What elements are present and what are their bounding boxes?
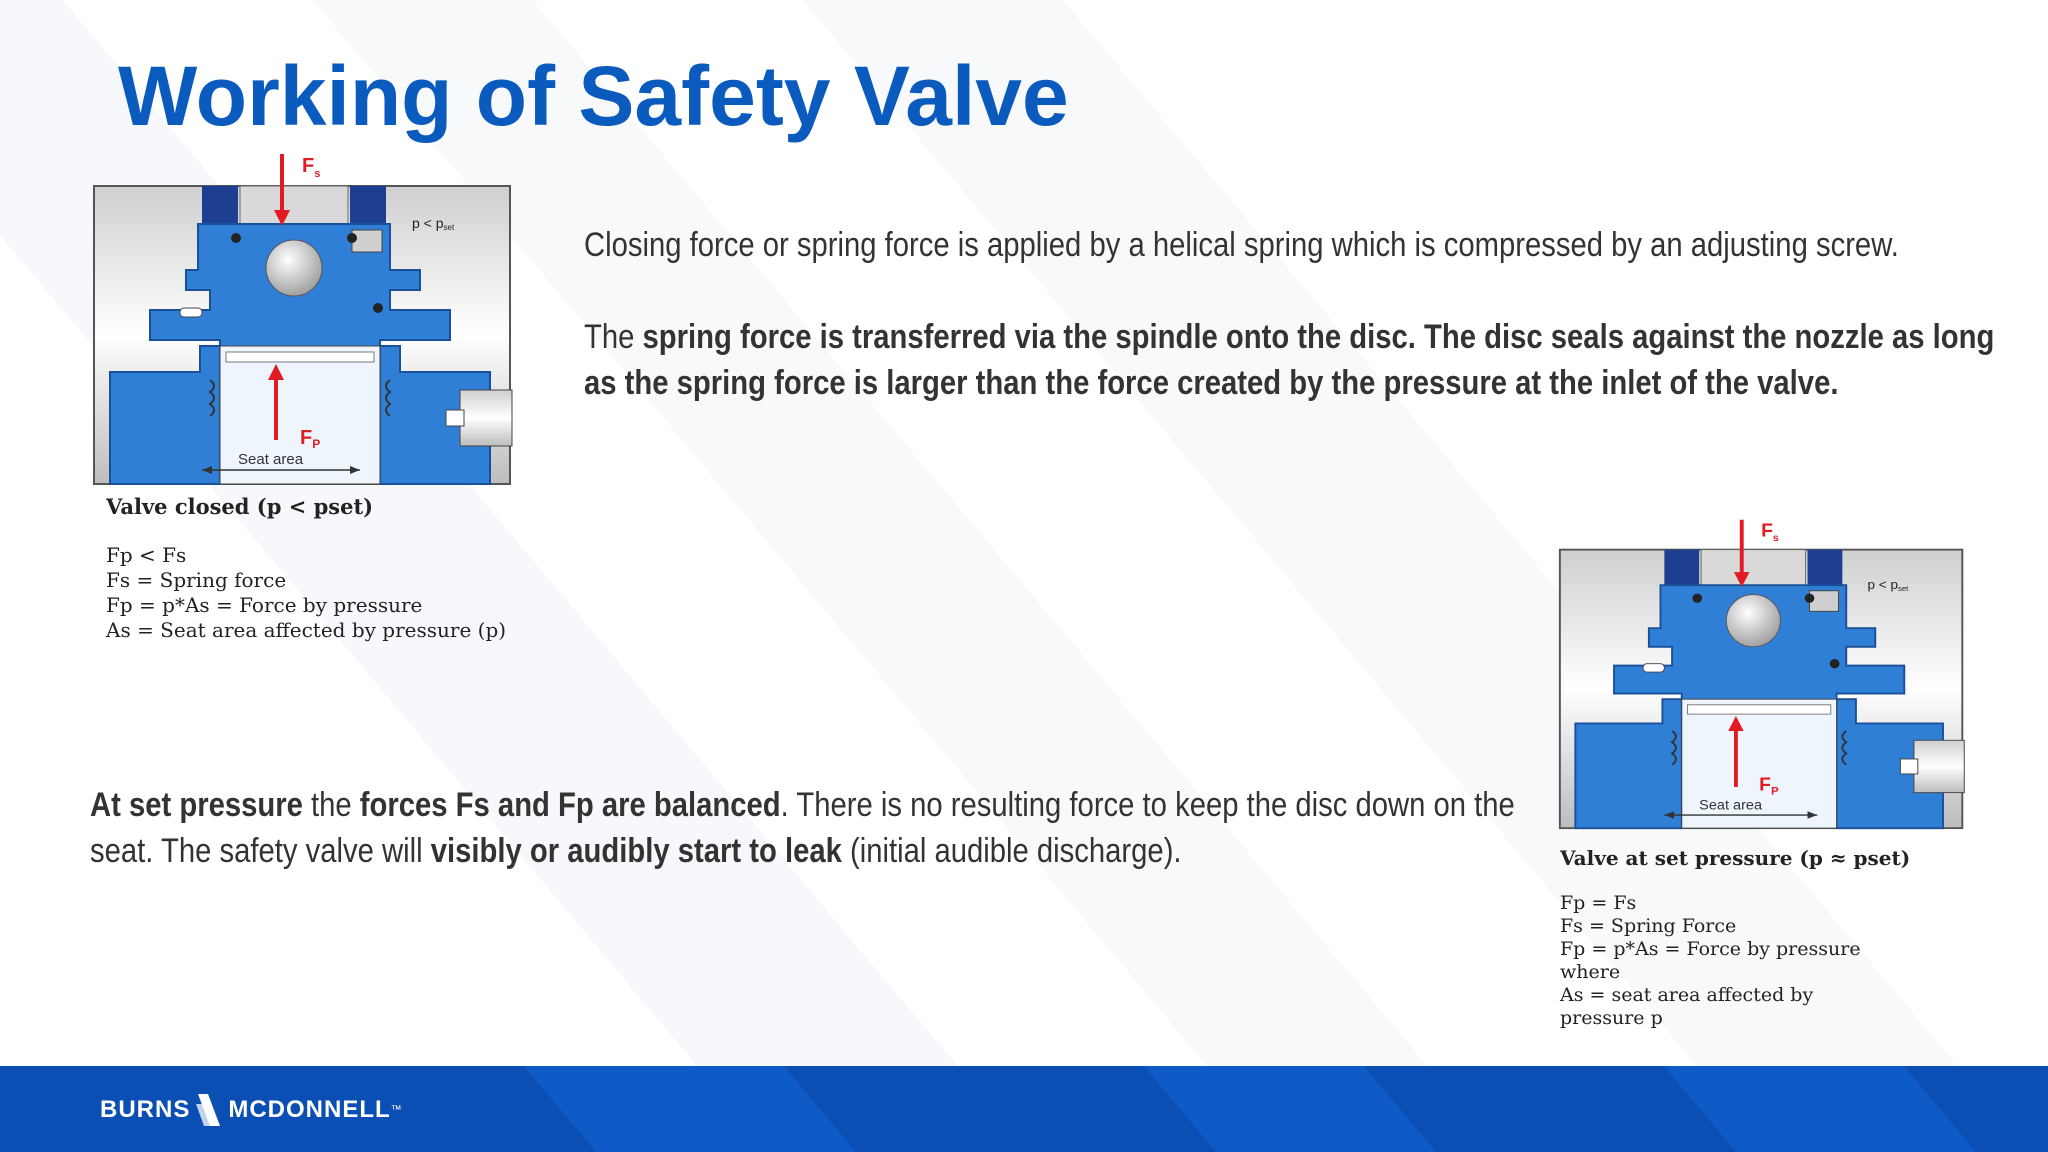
fp-label: $F_P$ <box>300 427 321 451</box>
company-logo <box>100 1092 403 1128</box>
caption-line: Fp = p*As = Force by pressure <box>1560 938 1861 960</box>
seat-area-label: Seat area <box>238 451 304 468</box>
caption-line: Fp < Fs <box>106 543 187 567</box>
paragraph-text: the <box>302 786 360 824</box>
caption-line: As = seat area affected by <box>1560 984 1814 1006</box>
paragraph-bold-text: visibly or audibly start to leak <box>430 832 842 870</box>
paragraph-bold-text: spring force is transferred via the spindle onto the disc. The disc seals against the nozzle as long as the spring force is larger than the force created by the pressure at the inlet of the valve. <box>584 318 1995 402</box>
logo-text-right: MCDONNELL <box>228 1096 391 1123</box>
caption-line: Fp = Fs <box>1560 892 1637 914</box>
seat-area-label: Seat area <box>1699 797 1763 814</box>
footer-stripe <box>524 1066 856 1152</box>
caption-title: Valve at set pressure (p ≈ pset) <box>1560 846 1911 870</box>
valve-set-pressure-illustration <box>1556 516 1972 830</box>
footer-stripe <box>1144 1066 1436 1152</box>
caption-line: Fp = p*As = Force by pressure <box>106 593 423 617</box>
caption-title: Valve closed (p < pset) <box>106 494 374 519</box>
valve-closed-diagram <box>90 150 520 486</box>
footer-bar <box>0 1066 2048 1152</box>
spindle-paragraph <box>584 314 2012 406</box>
fp-label: $F_P$ <box>1759 775 1779 798</box>
valve-closed-illustration <box>90 150 520 486</box>
valve-set-pressure-diagram <box>1556 516 1972 830</box>
pressure-label: p < pset <box>412 215 455 232</box>
paragraph-text: (initial audible discharge). <box>841 832 1182 870</box>
logo-slash-icon <box>194 1092 224 1128</box>
spring-force-paragraph <box>584 222 2012 268</box>
pressure-label: p < pset <box>1867 577 1909 593</box>
fs-label: $F_s$ <box>302 155 321 180</box>
caption-line: where <box>1560 961 1621 983</box>
caption-line: Fs = Spring Force <box>1560 915 1737 937</box>
paragraph-text: Closing force or spring force is applied by a helical spring which is compressed by an adjusting screw. <box>584 226 1899 264</box>
caption-line: As = Seat area affected by pressure (p) <box>106 618 507 642</box>
valve-set-pressure-caption <box>1560 846 1980 1030</box>
fs-label: $F_s$ <box>1761 520 1779 545</box>
footer-stripe <box>1664 1066 1976 1152</box>
paragraph-bold-text: At set pressure <box>90 786 303 824</box>
logo-text-left: BURNS <box>100 1096 191 1123</box>
caption-line: pressure p <box>1560 1007 1663 1029</box>
set-pressure-paragraph <box>90 782 1552 874</box>
caption-line: Fs = Spring force <box>106 568 287 592</box>
paragraph-bold-text: forces Fs and Fp are balanced <box>359 786 781 824</box>
trademark-symbol: ™ <box>390 1104 403 1116</box>
page-title: Working of Safety Valve <box>118 49 1069 143</box>
valve-closed-caption <box>106 494 546 643</box>
paragraph-text: . There is no resulting force to keep the disc down on the seat. The safety valve will <box>90 786 1515 870</box>
paragraph-text: The <box>584 318 643 356</box>
